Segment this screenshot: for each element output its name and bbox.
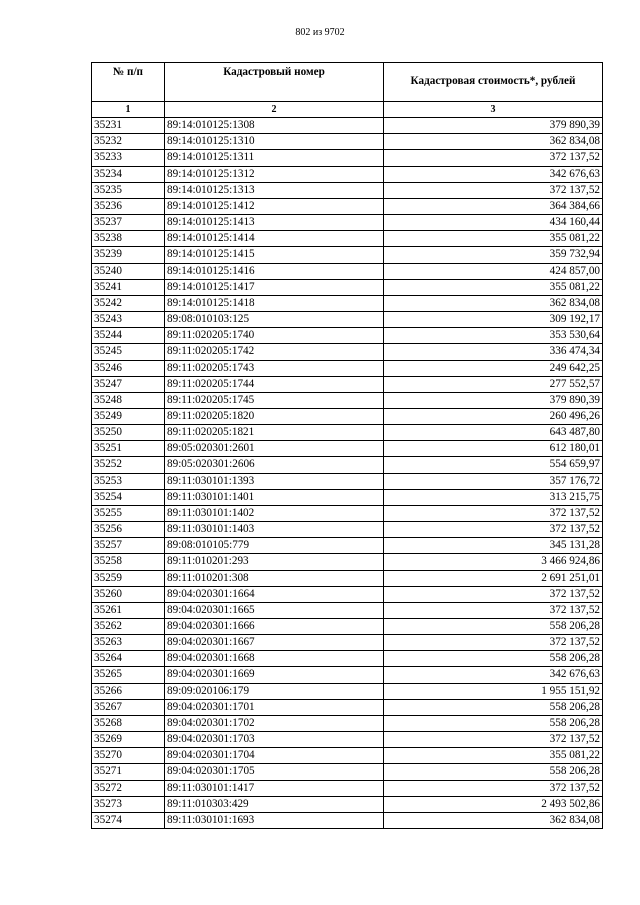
cadastral-number-cell: 89:04:020301:1667 [165,635,384,651]
cadastral-value-cell: 372 137,52 [384,522,603,538]
cadastral-value-cell: 434 160,44 [384,215,603,231]
column-index: 1 [92,102,165,118]
cadastral-number-cell: 89:08:010105:779 [165,538,384,554]
cadastral-value-cell: 643 487,80 [384,425,603,441]
cadastral-value-cell: 372 137,52 [384,635,603,651]
table-row [92,586,603,602]
cadastral-number-cell: 89:11:030101:1403 [165,522,384,538]
cadastral-value-cell: 558 206,28 [384,764,603,780]
cadastral-number-cell: 89:14:010125:1416 [165,263,384,279]
header-cadastral-number: Кадастровый номер [165,63,384,102]
cadastral-value-cell: 379 890,39 [384,392,603,408]
row-number-cell: 35248 [92,392,165,408]
cadastral-value-cell: 355 081,22 [384,279,603,295]
cadastral-number-cell: 89:11:020205:1743 [165,360,384,376]
cadastral-number-cell: 89:14:010125:1413 [165,215,384,231]
cadastral-value-cell: 342 676,63 [384,667,603,683]
row-number-cell: 35252 [92,457,165,473]
table-row [92,425,603,441]
cadastral-number-cell: 89:14:010125:1418 [165,295,384,311]
cadastral-value-cell: 342 676,63 [384,166,603,182]
table-row [92,764,603,780]
cadastral-number-cell: 89:05:020301:2601 [165,441,384,457]
row-number-cell: 35258 [92,554,165,570]
row-number-cell: 35247 [92,376,165,392]
table-row [92,715,603,731]
cadastral-value-cell: 558 206,28 [384,651,603,667]
table-row [92,457,603,473]
row-number-cell: 35235 [92,182,165,198]
cadastral-value-cell: 558 206,28 [384,699,603,715]
cadastral-value-cell: 355 081,22 [384,748,603,764]
row-number-cell: 35232 [92,134,165,150]
cadastral-number-cell: 89:04:020301:1664 [165,586,384,602]
table-row [92,505,603,521]
row-number-cell: 35274 [92,812,165,828]
row-number-cell: 35261 [92,602,165,618]
table-row [92,182,603,198]
row-number-cell: 35240 [92,263,165,279]
row-number-cell: 35256 [92,522,165,538]
table-row [92,408,603,424]
cadastral-value-cell: 277 552,57 [384,376,603,392]
row-number-cell: 35263 [92,635,165,651]
cadastral-number-cell: 89:04:020301:1704 [165,748,384,764]
table-row [92,328,603,344]
cadastral-number-cell: 89:04:020301:1669 [165,667,384,683]
row-number-cell: 35249 [92,408,165,424]
cadastral-number-cell: 89:14:010125:1414 [165,231,384,247]
column-index: 3 [384,102,603,118]
cadastral-number-cell: 89:11:020205:1820 [165,408,384,424]
row-number-cell: 35234 [92,166,165,182]
cadastral-number-cell: 89:04:020301:1702 [165,715,384,731]
table-row [92,780,603,796]
cadastral-number-cell: 89:14:010125:1313 [165,182,384,198]
table-row [92,619,603,635]
table-row [92,522,603,538]
row-number-cell: 35244 [92,328,165,344]
cadastral-value-cell: 357 176,72 [384,473,603,489]
cadastral-value-cell: 372 137,52 [384,586,603,602]
table-row [92,166,603,182]
row-number-cell: 35259 [92,570,165,586]
cadastral-value-cell: 3 466 924,86 [384,554,603,570]
row-number-cell: 35268 [92,715,165,731]
table-row [92,441,603,457]
cadastral-value-cell: 554 659,97 [384,457,603,473]
cadastral-value-cell: 372 137,52 [384,732,603,748]
row-number-cell: 35239 [92,247,165,263]
table-row [92,651,603,667]
cadastral-number-cell: 89:11:020205:1742 [165,344,384,360]
cadastral-value-cell: 558 206,28 [384,619,603,635]
cadastral-value-cell: 379 890,39 [384,118,603,134]
cadastral-number-cell: 89:11:010201:293 [165,554,384,570]
row-number-cell: 35272 [92,780,165,796]
row-number-cell: 35271 [92,764,165,780]
table-row [92,295,603,311]
cadastral-value-cell: 2 691 251,01 [384,570,603,586]
table-row [92,376,603,392]
table-row [92,602,603,618]
cadastral-value-cell: 1 955 151,92 [384,683,603,699]
table-row [92,279,603,295]
cadastral-number-cell: 89:14:010125:1310 [165,134,384,150]
cadastral-number-cell: 89:14:010125:1412 [165,198,384,214]
row-number-cell: 35237 [92,215,165,231]
cadastral-value-cell: 355 081,22 [384,231,603,247]
cadastral-value-cell: 362 834,08 [384,134,603,150]
row-number-cell: 35231 [92,118,165,134]
cadastral-value-cell: 612 180,01 [384,441,603,457]
table-row [92,732,603,748]
table-row [92,570,603,586]
table-row [92,263,603,279]
row-number-cell: 35270 [92,748,165,764]
cadastral-value-cell: 362 834,08 [384,295,603,311]
cadastral-value-cell: 345 131,28 [384,538,603,554]
row-number-cell: 35265 [92,667,165,683]
row-number-cell: 35253 [92,473,165,489]
cadastral-number-cell: 89:14:010125:1415 [165,247,384,263]
cadastral-number-cell: 89:14:010125:1311 [165,150,384,166]
table-row [92,344,603,360]
column-index: 2 [165,102,384,118]
table-row [92,554,603,570]
cadastral-value-cell: 353 530,64 [384,328,603,344]
cadastral-number-cell: 89:04:020301:1703 [165,732,384,748]
cadastral-number-cell: 89:04:020301:1668 [165,651,384,667]
cadastral-number-cell: 89:11:030101:1693 [165,812,384,828]
row-number-cell: 35233 [92,150,165,166]
table-row [92,667,603,683]
cadastral-number-cell: 89:11:030101:1402 [165,505,384,521]
row-number-cell: 35245 [92,344,165,360]
cadastral-table [91,62,603,829]
row-number-cell: 35267 [92,699,165,715]
header-cadastral-value: Кадастровая стоимость*, рублей [384,63,603,102]
cadastral-number-cell: 89:11:010201:308 [165,570,384,586]
row-number-cell: 35238 [92,231,165,247]
cadastral-value-cell: 424 857,00 [384,263,603,279]
table-row [92,247,603,263]
table-row [92,538,603,554]
cadastral-number-cell: 89:14:010125:1417 [165,279,384,295]
row-number-cell: 35246 [92,360,165,376]
cadastral-number-cell: 89:11:030101:1401 [165,489,384,505]
row-number-cell: 35273 [92,796,165,812]
cadastral-value-cell: 372 137,52 [384,780,603,796]
row-number-cell: 35254 [92,489,165,505]
table-row [92,198,603,214]
cadastral-value-cell: 372 137,52 [384,602,603,618]
row-number-cell: 35260 [92,586,165,602]
cadastral-number-cell: 89:04:020301:1701 [165,699,384,715]
cadastral-number-cell: 89:14:010125:1308 [165,118,384,134]
row-number-cell: 35236 [92,198,165,214]
cadastral-number-cell: 89:04:020301:1665 [165,602,384,618]
cadastral-value-cell: 2 493 502,86 [384,796,603,812]
table-row [92,215,603,231]
cadastral-number-cell: 89:11:030101:1393 [165,473,384,489]
cadastral-value-cell: 362 834,08 [384,812,603,828]
table-row [92,118,603,134]
cadastral-value-cell: 359 732,94 [384,247,603,263]
cadastral-value-cell: 249 642,25 [384,360,603,376]
table-row [92,231,603,247]
row-number-cell: 35243 [92,312,165,328]
table-row [92,812,603,828]
table-row [92,473,603,489]
row-number-cell: 35269 [92,732,165,748]
row-number-cell: 35241 [92,279,165,295]
row-number-cell: 35257 [92,538,165,554]
cadastral-number-cell: 89:11:020205:1740 [165,328,384,344]
row-number-cell: 35250 [92,425,165,441]
cadastral-value-cell: 336 474,34 [384,344,603,360]
cadastral-value-cell: 260 496,26 [384,408,603,424]
cadastral-number-cell: 89:11:020205:1821 [165,425,384,441]
cadastral-number-cell: 89:09:020106:179 [165,683,384,699]
page-number: 802 из 9702 [295,27,345,38]
cadastral-number-cell: 89:11:010303:429 [165,796,384,812]
cadastral-value-cell: 558 206,28 [384,715,603,731]
table-row [92,748,603,764]
header-row [92,63,603,102]
cadastral-number-cell: 89:11:030101:1417 [165,780,384,796]
table-row [92,796,603,812]
table-row [92,699,603,715]
header-row-number: № п/п [92,63,165,102]
cadastral-number-cell: 89:04:020301:1705 [165,764,384,780]
cadastral-value-cell: 313 215,75 [384,489,603,505]
cadastral-number-cell: 89:08:010103:125 [165,312,384,328]
table-row [92,312,603,328]
table-row [92,489,603,505]
cadastral-number-cell: 89:14:010125:1312 [165,166,384,182]
cadastral-value-cell: 372 137,52 [384,150,603,166]
cadastral-number-cell: 89:11:020205:1744 [165,376,384,392]
table-row [92,683,603,699]
table-row [92,134,603,150]
cadastral-value-cell: 309 192,17 [384,312,603,328]
cadastral-value-cell: 372 137,52 [384,182,603,198]
table-row [92,150,603,166]
cadastral-number-cell: 89:05:020301:2606 [165,457,384,473]
table-row [92,392,603,408]
row-number-cell: 35242 [92,295,165,311]
row-number-cell: 35266 [92,683,165,699]
cadastral-number-cell: 89:11:020205:1745 [165,392,384,408]
cadastral-value-cell: 364 384,66 [384,198,603,214]
row-number-cell: 35264 [92,651,165,667]
table-row [92,635,603,651]
table-row [92,360,603,376]
cadastral-number-cell: 89:04:020301:1666 [165,619,384,635]
row-number-cell: 35251 [92,441,165,457]
row-number-cell: 35262 [92,619,165,635]
column-index-row [92,102,603,118]
cadastral-value-cell: 372 137,52 [384,505,603,521]
row-number-cell: 35255 [92,505,165,521]
